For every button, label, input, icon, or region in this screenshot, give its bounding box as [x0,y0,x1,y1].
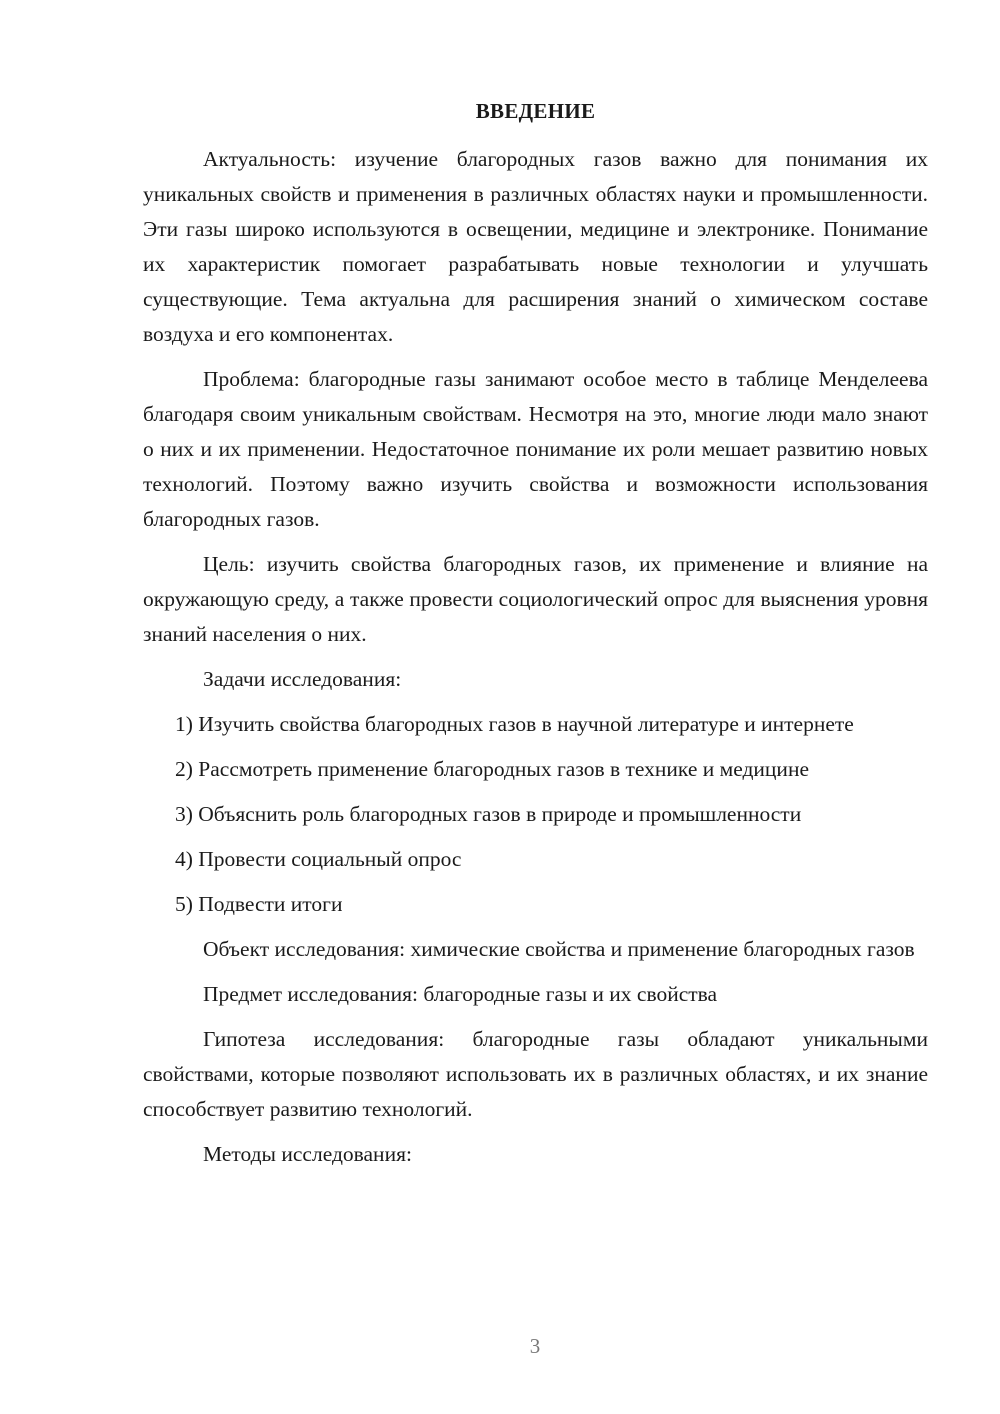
tasks-heading: Задачи исследования: [203,667,402,691]
goal-paragraph: Цель: изучить свойства благородных газов, их применение и влияние на окружающую среду, а также провести социологический опрос для выяснения уровня знаний населения о них. [143,552,928,646]
problem-paragraph: Проблема: благородные газы занимают особое место в таблице Менделеева благодаря своим уникальным свойствам. Несмотря на это, многие люди мало знают о них и их применении. Недостаточное понимание их роли мешает развитию новых технологий. Поэтому важно изучить свойства и возможности использования благородных газов. [143,367,928,531]
task-item: 4) Провести социальный опрос [175,847,462,871]
object-paragraph: Объект исследования: химические свойства и применение благородных газов [203,937,915,961]
hypothesis-paragraph: Гипотеза исследования: благородные газы обладают уникальными свойствами, которые позволяют использовать их в различных областях, и их знание способствует развитию технологий. [143,1027,928,1121]
section-title: ВВЕДЕНИЕ [475,99,596,123]
task-item: 5) Подвести итоги [175,892,343,916]
methods-heading: Методы исследования: [203,1142,412,1166]
subject-paragraph: Предмет исследования: благородные газы и их свойства [203,982,718,1006]
task-item: 3) Объяснить роль благородных газов в природе и промышленности [175,802,802,826]
document-page [143,94,928,1172]
task-item: 1) Изучить свойства благородных газов в научной литературе и интернете [175,712,854,736]
relevance-paragraph: Актуальность: изучение благородных газов важно для понимания их уникальных свойств и применения в различных областях науки и промышленности. Эти газы широко используются в освещении, медицине и электронике. Понимание их характеристик помогает разрабатывать новые технологии и улучшать существующие. Тема актуальна для расширения знаний о химическом составе воздуха и его компонентах. [143,147,928,346]
page-number: 3 [529,1334,541,1358]
task-item: 2) Рассмотреть применение благородных газов в технике и медицине [175,757,809,781]
